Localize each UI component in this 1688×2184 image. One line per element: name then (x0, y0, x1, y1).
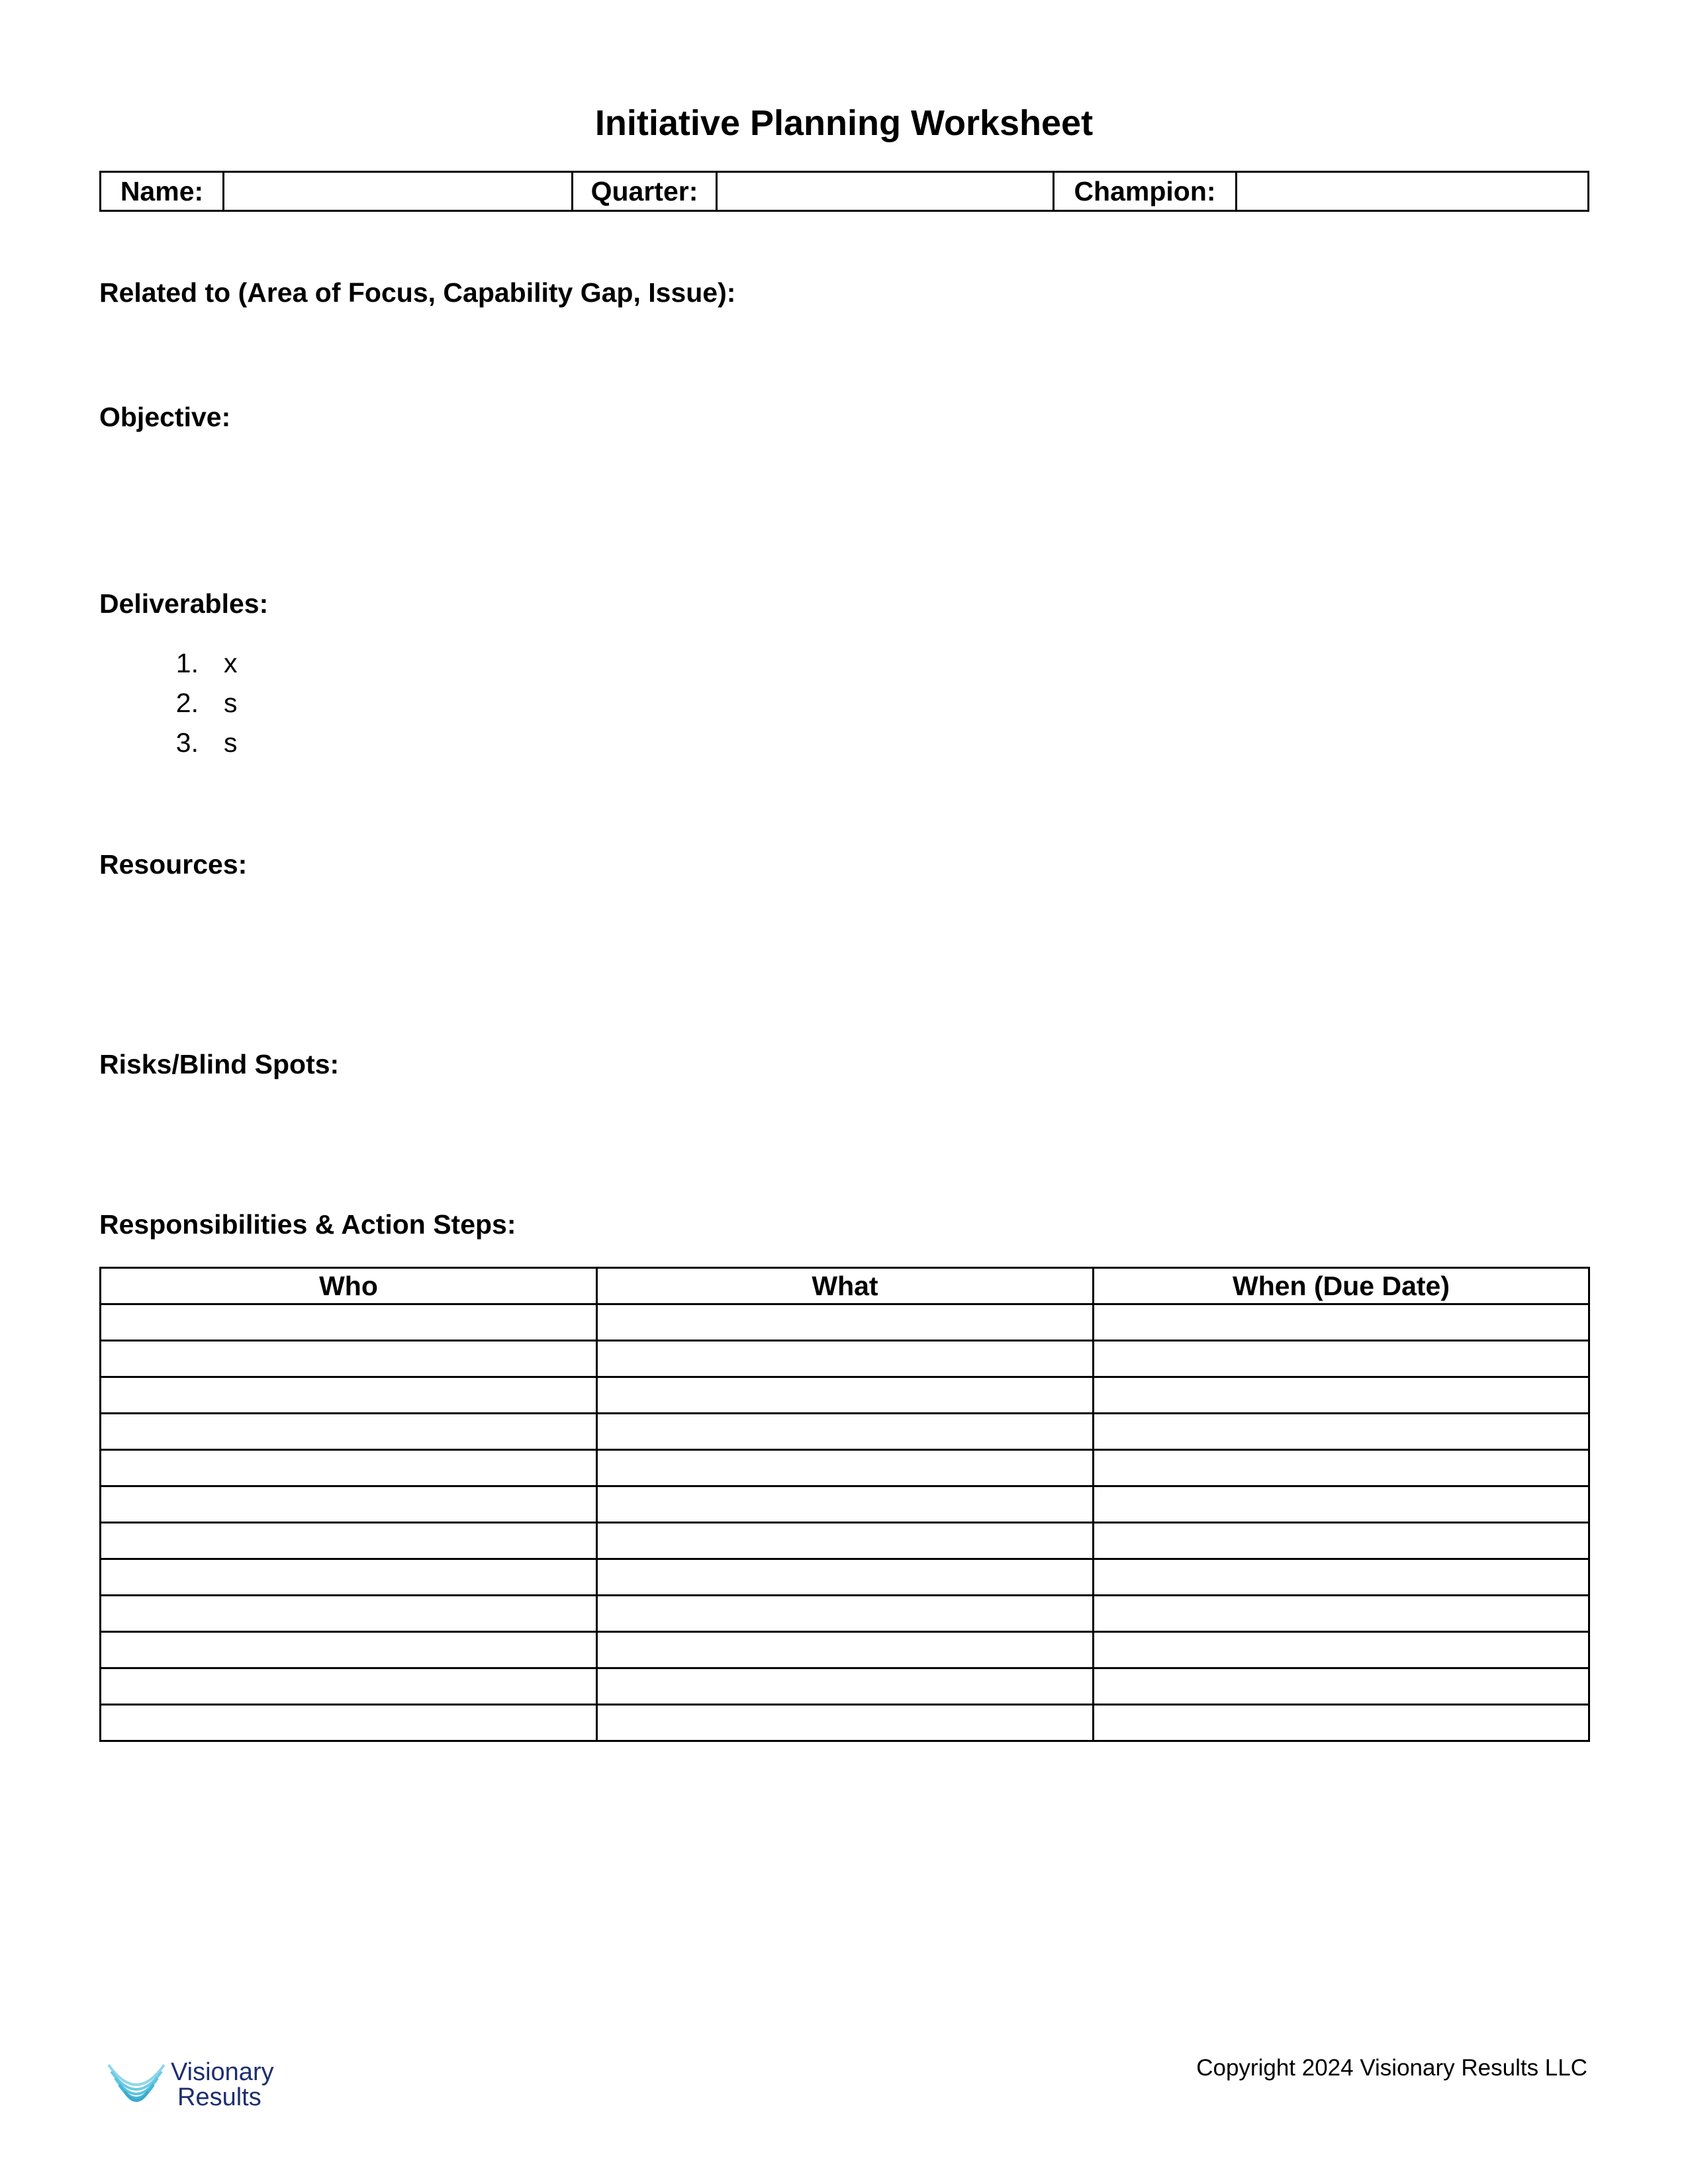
cell-when[interactable] (1094, 1377, 1589, 1414)
table-row (101, 1705, 1589, 1741)
list-text: s (224, 727, 238, 758)
logo (106, 2055, 305, 2115)
cell-when[interactable] (1094, 1632, 1589, 1668)
champion-field[interactable] (1237, 172, 1589, 211)
name-field[interactable] (224, 172, 573, 211)
cell-who[interactable] (101, 1705, 597, 1741)
logo-line1: Visionary (171, 2058, 274, 2086)
header-when: When (Due Date) (1094, 1268, 1589, 1304)
header-who: Who (101, 1268, 597, 1304)
list-text: s (224, 688, 238, 718)
list-item (99, 643, 238, 683)
table-row (101, 1523, 1589, 1559)
responsibilities-heading: Responsibilities & Action Steps: (99, 1209, 516, 1240)
cell-what[interactable] (597, 1668, 1094, 1705)
cell-what[interactable] (597, 1632, 1094, 1668)
table-row (101, 1486, 1589, 1523)
objective-heading: Objective: (99, 402, 231, 432)
cell-who[interactable] (101, 1559, 597, 1596)
cell-when[interactable] (1094, 1450, 1589, 1486)
table-row (101, 1596, 1589, 1632)
list-number: 3. (175, 727, 199, 758)
list-item (99, 723, 238, 762)
info-table (99, 171, 1589, 212)
table-row (101, 1377, 1589, 1414)
related-to-heading: Related to (Area of Focus, Capability Gap, Issue): (99, 277, 736, 308)
cell-what[interactable] (597, 1450, 1094, 1486)
table-row (101, 1450, 1589, 1486)
name-label: Name: (101, 172, 224, 211)
cell-who[interactable] (101, 1377, 597, 1414)
quarter-field[interactable] (717, 172, 1054, 211)
cell-when[interactable] (1094, 1341, 1589, 1377)
logo-text (171, 2060, 274, 2110)
cell-who[interactable] (101, 1632, 597, 1668)
list-text: x (224, 648, 238, 678)
cell-who[interactable] (101, 1450, 597, 1486)
page-title: Initiative Planning Worksheet (594, 103, 1094, 143)
table-row (101, 1341, 1589, 1377)
cell-what[interactable] (597, 1523, 1094, 1559)
cell-who[interactable] (101, 1341, 597, 1377)
cell-what[interactable] (597, 1705, 1094, 1741)
wave-logo-icon (106, 2058, 167, 2111)
table-row (101, 1668, 1589, 1705)
cell-who[interactable] (101, 1523, 597, 1559)
cell-when[interactable] (1094, 1304, 1589, 1341)
cell-what[interactable] (597, 1486, 1094, 1523)
cell-what[interactable] (597, 1596, 1094, 1632)
cell-when[interactable] (1094, 1486, 1589, 1523)
cell-when[interactable] (1094, 1705, 1589, 1741)
table-row (101, 1559, 1589, 1596)
cell-what[interactable] (597, 1414, 1094, 1450)
cell-when[interactable] (1094, 1668, 1589, 1705)
cell-when[interactable] (1094, 1523, 1589, 1559)
list-number: 1. (175, 648, 199, 678)
cell-who[interactable] (101, 1668, 597, 1705)
table-header-row (101, 1268, 1589, 1304)
copyright-text: Copyright 2024 Visionary Results LLC (1196, 2055, 1587, 2081)
header-what: What (597, 1268, 1094, 1304)
cell-what[interactable] (597, 1377, 1094, 1414)
action-table (99, 1267, 1590, 1742)
champion-label: Champion: (1054, 172, 1237, 211)
deliverables-heading: Deliverables: (99, 588, 269, 619)
table-row (101, 1304, 1589, 1341)
cell-who[interactable] (101, 1304, 597, 1341)
deliverables-list (99, 643, 238, 762)
resources-heading: Resources: (99, 849, 248, 880)
logo-line2: Results (177, 2083, 261, 2111)
quarter-label: Quarter: (573, 172, 717, 211)
cell-who[interactable] (101, 1414, 597, 1450)
cell-when[interactable] (1094, 1596, 1589, 1632)
cell-what[interactable] (597, 1341, 1094, 1377)
cell-what[interactable] (597, 1559, 1094, 1596)
list-item (99, 683, 238, 723)
table-row (101, 1632, 1589, 1668)
risks-heading: Risks/Blind Spots: (99, 1049, 340, 1079)
list-number: 2. (175, 688, 199, 718)
table-row (101, 1414, 1589, 1450)
cell-who[interactable] (101, 1596, 597, 1632)
cell-when[interactable] (1094, 1414, 1589, 1450)
cell-what[interactable] (597, 1304, 1094, 1341)
cell-who[interactable] (101, 1486, 597, 1523)
cell-when[interactable] (1094, 1559, 1589, 1596)
